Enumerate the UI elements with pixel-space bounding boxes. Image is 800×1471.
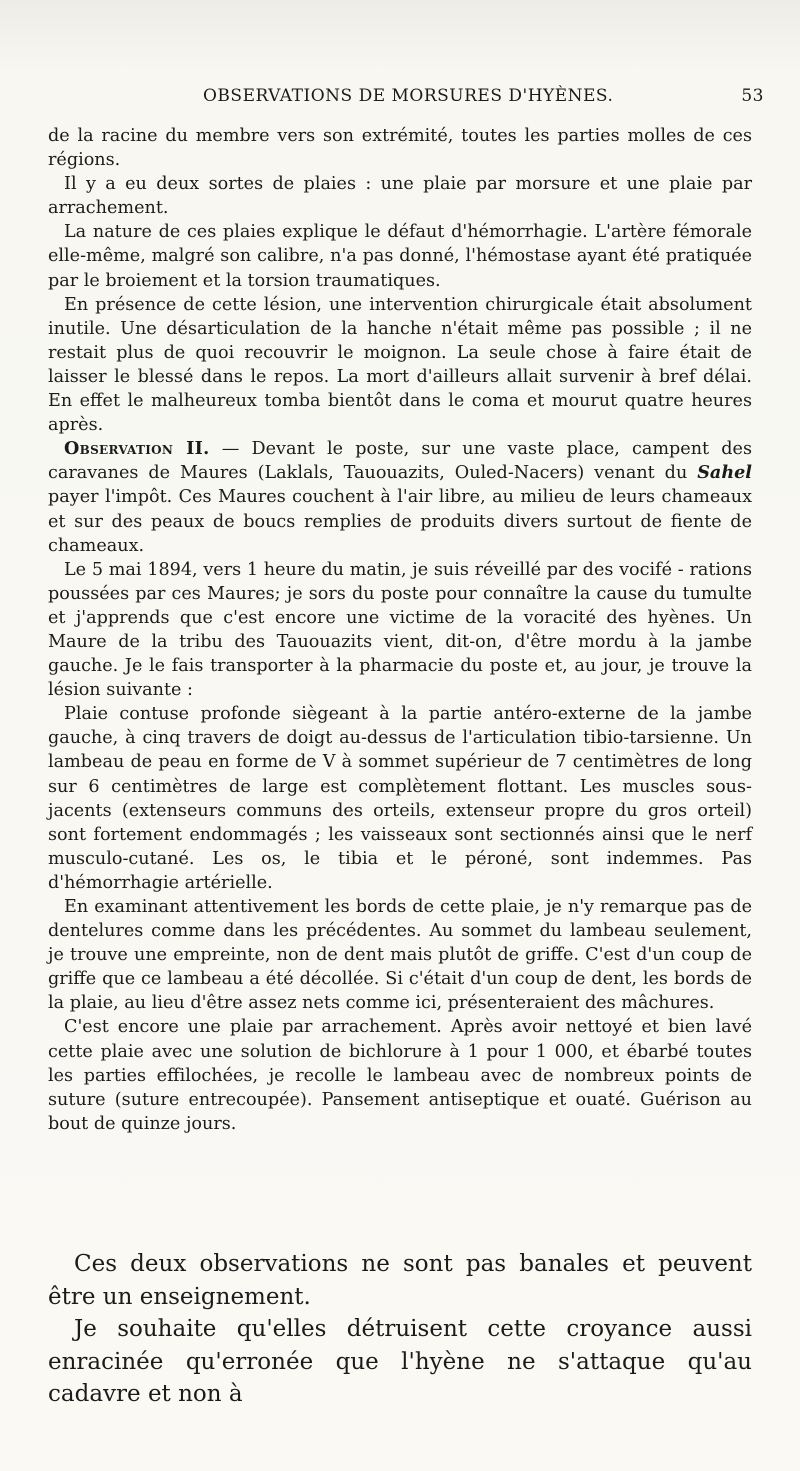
conclusion-text — [48, 1248, 752, 1411]
place-name-italic: Sahel — [697, 462, 752, 484]
paragraph: En examinant attentivement les bords de cette plaie, je n'y remarque pas de dentelures comme dans les précédentes. Au sommet du lambeau seulement, je trouve une empreinte, non de dent mais plutôt de griffe. C'est d'un coup de griffe que ce lambeau a été décollée. Si c'était d'un coup de dent, les bords de la plaie, au lieu d'être assez nets comme ici, présenteraient des mâchures. — [48, 897, 752, 1014]
page-header — [48, 86, 764, 110]
paragraph: Plaie contuse profonde siègeant à la partie antéro-externe de la jambe gauche, à cinq travers de doigt au-dessus de l'articulation tibio-tarsienne. Un lambeau de peau en forme de V à sommet supérieur de 7 centimètres de long sur 6 centimètres de large est complètement flottant. Les muscles sous-jacents (extenseurs communs des orteils, extenseur propre du gros orteil) sont fortement endommagés ; les vaisseaux sont sectionnés ainsi que le nerf musculo-cutané. Les os, le tibia et le péroné, sont indemmes. Pas d'hémorrhagie artérielle. — [48, 704, 752, 893]
paragraph: de la racine du membre vers son extrémité, toutes les parties molles de ces régions. — [48, 126, 752, 171]
paragraph: La nature de ces plaies explique le défaut d'hémorrhagie. L'artère fémorale elle-même, malgré son calibre, n'a pas donné, l'hémostase ayant été pratiquée par le broiement et la torsion traumatiques. — [48, 222, 752, 291]
observation-text-before: — Devant le poste, sur une vaste place, campent des caravanes de Maures (Laklals, Tauouazits, Ouled-Nacers) venant du — [48, 439, 752, 484]
conclusion-paragraph: Je souhaite qu'elles détruisent cette croyance aussi enracinée qu'erronée que l'hyène ne s'attaque qu'au cadavre et non à — [48, 1316, 752, 1407]
observation-paragraph — [48, 437, 752, 557]
observation-label: Observation II. — [64, 438, 210, 460]
paragraph: Il y a eu deux sortes de plaies : une plaie par morsure et une plaie par arrachement. — [48, 174, 752, 219]
conclusion-paragraph: Ces deux observations ne sont pas banales et peuvent être un enseignement. — [48, 1251, 752, 1310]
running-title: OBSERVATIONS DE MORSURES D'HYÈNES. — [203, 86, 614, 106]
page-number: 53 — [741, 86, 764, 106]
paragraph: En présence de cette lésion, une intervention chirurgicale était absolument inutile. Une désarticulation de la hanche n'était même pas possible ; il ne restait plus de quoi recouvrir le moignon. La seule chose à faire était de laisser le blessé dans le repos. La mort d'ailleurs allait survenir à bref délai. En effet le malheureux tomba bientôt dans le coma et mourut quatre heures après. — [48, 294, 752, 436]
body-text — [48, 124, 752, 1136]
paragraph: C'est encore une plaie par arrachement. Après avoir nettoyé et bien lavé cette plaie avec une solution de bichlorure à 1 pour 1 000, et ébarbé toutes les parties effilochées, je recolle le lambeau avec de nombreux points de suture (suture entrecoupée). Pansement antiseptique et ouaté. Guérison au bout de quinze jours. — [48, 1017, 752, 1134]
observation-text-after: payer l'impôt. Ces Maures couchent à l'air libre, au milieu de leurs chameaux et sur des peaux de boucs remplies de produits divers surtout de fiente de chameaux. — [48, 487, 752, 556]
paragraph: Le 5 mai 1894, vers 1 heure du matin, je suis réveillé par des vocifé - rations poussées par ces Maures; je sors du poste pour connaître la cause du tumulte et j'apprends que c'est encore une victime de la voracité des hyènes. Un Maure de la tribu des Tauouazits vient, dit-on, d'être mordu à la jambe gauche. Je le fais transporter à la pharmacie du poste et, au jour, je trouve la lésion suivante : — [48, 559, 752, 701]
